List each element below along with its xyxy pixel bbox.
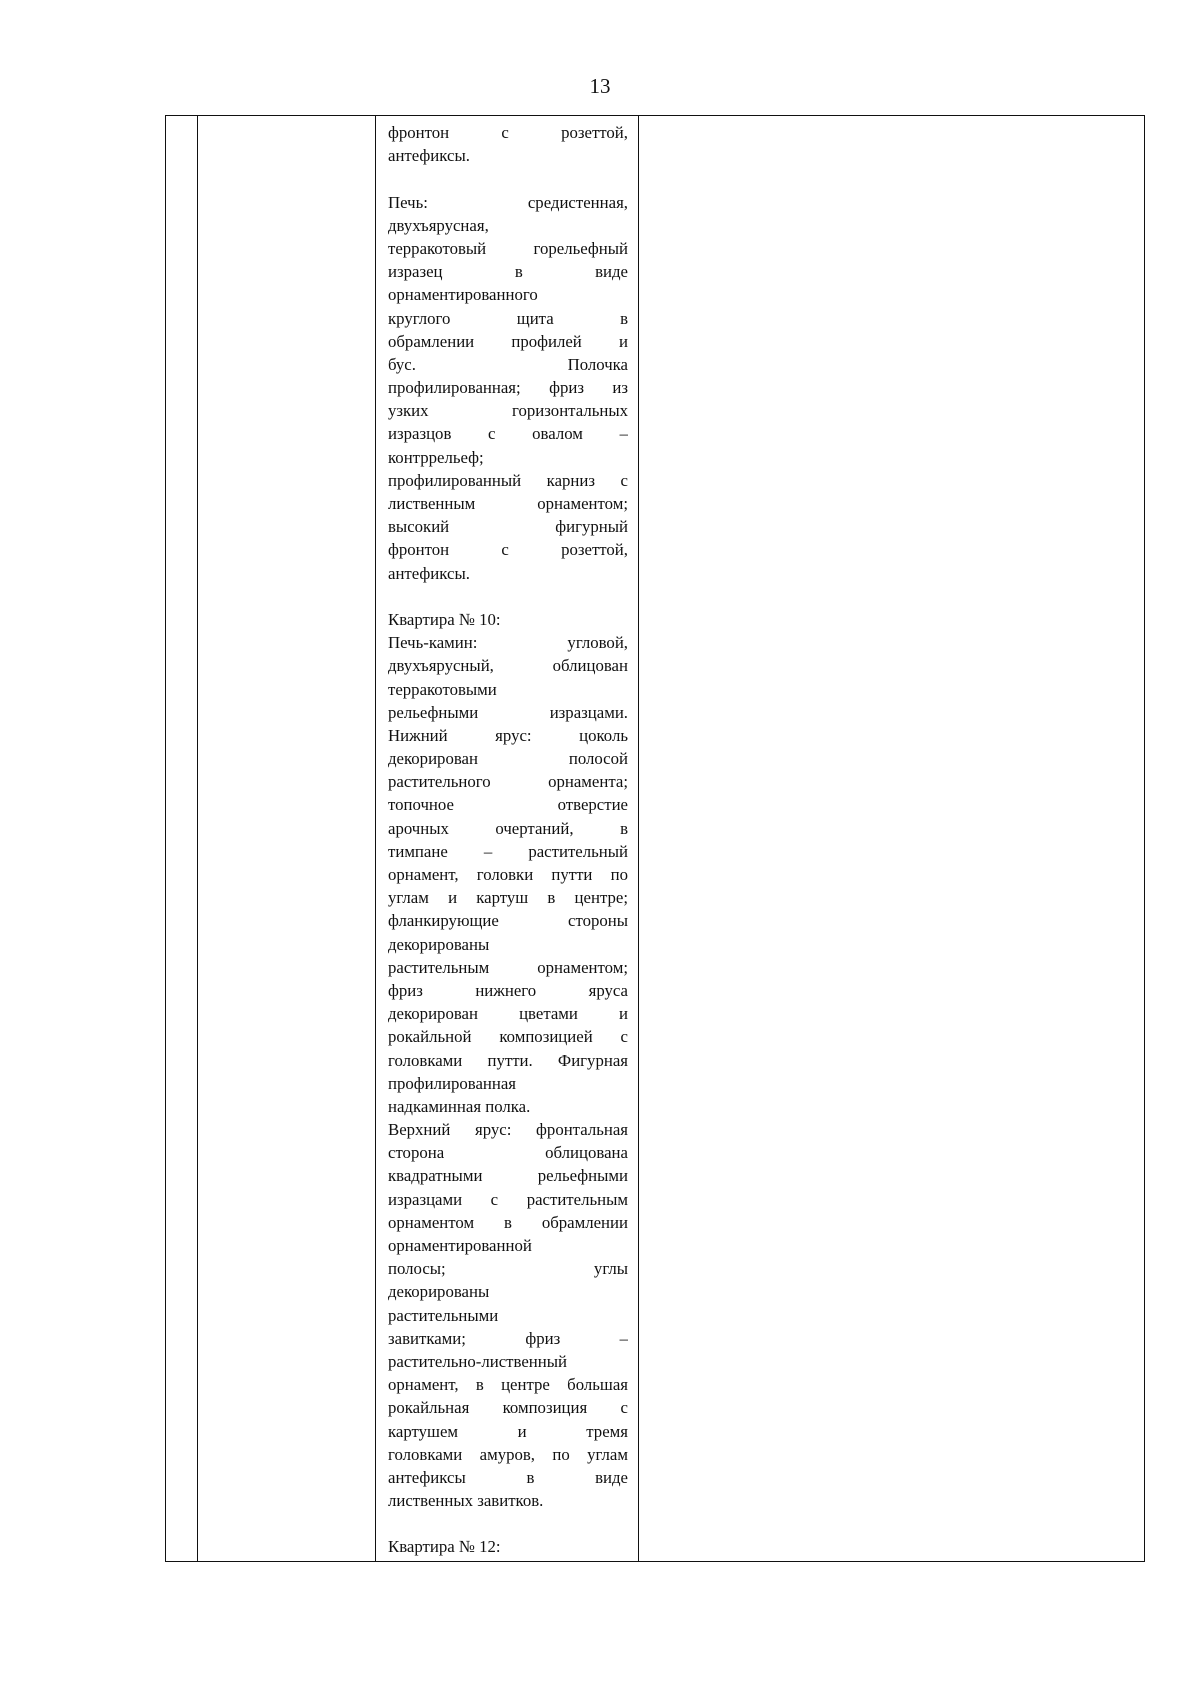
text-line: орнаментированного <box>388 285 538 305</box>
text-line: круглого щита в <box>388 308 628 328</box>
text-line: антефиксы в виде <box>388 1467 628 1487</box>
paragraph-gap <box>388 167 628 190</box>
text-line: двухъярусный, облицован <box>388 656 628 676</box>
text-line: терракотовый горельефный <box>388 238 628 258</box>
text-line: Нижний ярус: цоколь <box>388 725 628 745</box>
text-line: профилированная <box>388 1073 517 1093</box>
text-line: завитками; фриз – <box>388 1328 628 1348</box>
text-line: декорированы <box>388 934 490 954</box>
text-line: профилированный карниз с <box>388 470 628 490</box>
paragraph-gap <box>388 1512 628 1535</box>
text-line: растительным орнаментом; <box>388 957 628 977</box>
table-cell-notes <box>639 116 1145 1562</box>
text-line: орнамент, в центре большая <box>388 1375 628 1395</box>
text-line: профилированная; фриз из <box>388 378 628 398</box>
text-line: головками амуров, по углам <box>388 1444 628 1464</box>
table-row <box>166 116 1145 1562</box>
table-cell-number <box>166 116 198 1562</box>
table-cell-object <box>198 116 376 1562</box>
text-line: Квартира № 12: <box>388 1537 501 1557</box>
text-line: фриз нижнего яруса <box>388 980 628 1000</box>
text-line: декорирован цветами и <box>388 1004 628 1024</box>
text-line: изразцов с овалом – <box>388 424 628 444</box>
text-line: картушем и тремя <box>388 1421 628 1441</box>
text-line: изразцами с растительным <box>388 1189 628 1209</box>
text-line: Квартира № 10: <box>388 609 501 629</box>
text-line: орнамент, головки путти по <box>388 865 628 884</box>
text-line: растительно-лиственный <box>388 1351 567 1371</box>
table-cell-description <box>376 116 639 1562</box>
text-line: тимпане – растительный <box>388 841 628 861</box>
text-line: углам и картуш в центре; <box>388 888 628 908</box>
text-line: декорирован полосой <box>388 749 628 769</box>
text-line: высокий фигурный <box>388 517 628 537</box>
text-line: Верхний ярус: фронтальная <box>388 1120 628 1140</box>
document-table <box>165 115 1145 1562</box>
text-line: надкаминная полка. <box>388 1096 531 1116</box>
text-line: Печь-камин: угловой, <box>388 633 628 653</box>
text-line: орнаментированной <box>388 1236 532 1255</box>
page-number: 13 <box>589 74 611 98</box>
text-line: растительными <box>388 1305 499 1325</box>
text-line: квадратными рельефными <box>388 1166 628 1186</box>
text-line: двухъярусная, <box>388 215 489 235</box>
text-line: фланкирующие стороны <box>388 911 628 931</box>
text-line: орнаментом в обрамлении <box>388 1212 628 1232</box>
text-line: растительного орнамента; <box>388 772 628 792</box>
text-line: контррельеф; <box>388 447 484 467</box>
text-line: фронтон с розеттой, <box>388 123 628 142</box>
text-line: антефиксы. <box>388 146 470 166</box>
text-line: рельефными изразцами. <box>388 702 628 722</box>
text-line: декорированы <box>388 1282 490 1302</box>
text-line: головками путти. Фигурная <box>388 1050 628 1070</box>
text-line: лиственных завитков. <box>388 1491 544 1511</box>
text-line: рокайльная композиция с <box>388 1398 628 1418</box>
description-text <box>376 116 638 1559</box>
text-line: узких горизонтальных <box>388 401 628 421</box>
text-line: фронтон с розеттой, <box>388 540 628 560</box>
text-line: арочных очертаний, в <box>388 818 628 838</box>
text-line: рокайльной композицией с <box>388 1027 628 1047</box>
text-line: лиственным орнаментом; <box>388 494 628 513</box>
text-line: антефиксы. <box>388 563 470 583</box>
text-line: терракотовыми <box>388 679 497 699</box>
text-line: Печь: средистенная, <box>388 192 628 212</box>
text-line: изразец в виде <box>388 262 628 282</box>
text-line: обрамлении профилей и <box>388 331 628 351</box>
text-line: полосы; углы <box>388 1259 628 1279</box>
text-line: сторона облицована <box>388 1143 628 1163</box>
paragraph-gap <box>388 585 628 608</box>
text-line: бус. Полочка <box>388 354 628 374</box>
text-line: топочное отверстие <box>388 795 628 815</box>
